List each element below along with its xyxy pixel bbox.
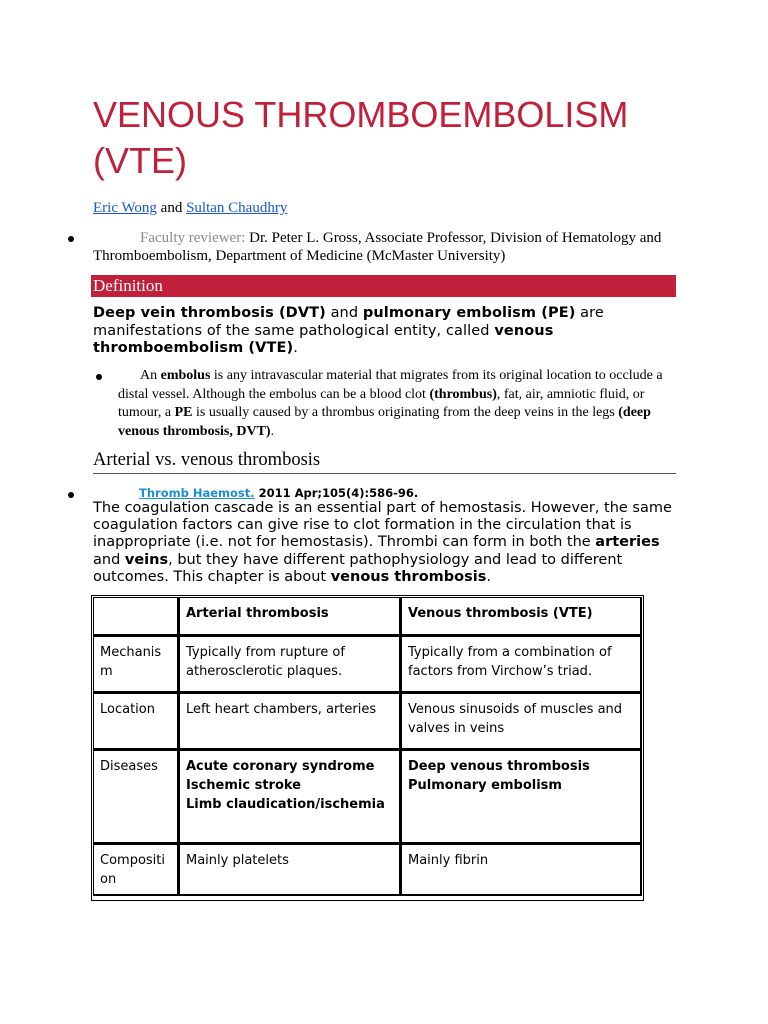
table-cell: Left heart chambers, arteries <box>179 693 401 750</box>
reference-details: 2011 Apr;105(4):586-96. <box>254 486 419 500</box>
embolus-text: . <box>270 423 275 439</box>
disease-item: Deep venous thrombosis <box>408 759 590 774</box>
coagulation-text: The coagulation cascade is an essential part of hemostasis. However, the same coagulation factors can give rise to clot formation in the circulation that is inappropriate (i.e. not for hemostasis). Thrombi can form in both the <box>93 500 672 551</box>
table-cell: Typically from a combination of factors from Virchow’s triad. <box>401 636 642 693</box>
coagulation-paragraph <box>93 500 683 586</box>
table-header-cell <box>93 597 179 636</box>
authors-and: and <box>160 200 183 216</box>
definition-text: are manifestations of the same pathological entity, called <box>93 305 604 339</box>
section-divider <box>93 473 676 474</box>
disease-item: Ischemic stroke <box>186 778 301 793</box>
table-cell <box>401 750 642 844</box>
dvt-term: (deep venous thrombosis, DVT) <box>118 405 651 439</box>
table-header-cell: Arterial thrombosis <box>179 597 401 636</box>
table-cell: Venous sinusoids of muscles and valves in veins <box>401 693 642 750</box>
author-link-sultan-chaudhry[interactable]: Sultan Chaudhry <box>186 200 288 216</box>
embolus-text: , fat, air, amniotic fluid, or tumour, a <box>118 386 645 420</box>
dvt-term: Deep vein thrombosis (DVT) <box>93 305 326 321</box>
reviewer-text: Dr. Peter L. Gross, Associate Professor, Division of Hematology and Thromboembolism, Department of Medicine (McMaster University) <box>93 230 662 264</box>
veins-term: veins <box>124 551 169 568</box>
embolus-text: is usually caused by a thrombus originating from the deep veins in the legs <box>192 405 619 420</box>
arteries-term: arteries <box>595 534 660 551</box>
bullet-icon <box>96 374 102 380</box>
disease-item: Pulmonary embolism <box>408 778 562 793</box>
definition-text: and <box>325 305 363 321</box>
table-row <box>93 750 642 844</box>
table-header-cell: Venous thrombosis (VTE) <box>401 597 642 636</box>
comparison-table <box>93 597 642 896</box>
coagulation-text: . <box>486 568 491 585</box>
table-row-label: Diseases <box>93 750 179 844</box>
embolus-text: An <box>140 368 161 383</box>
table-row-label: Location <box>93 693 179 750</box>
faculty-reviewer <box>93 229 683 265</box>
definition-text: . <box>293 340 298 356</box>
thrombus-term: (thrombus) <box>429 386 497 402</box>
author-link-eric-wong[interactable]: Eric Wong <box>93 200 157 216</box>
pe-term: PE <box>174 405 193 420</box>
coagulation-text: , but they have different pathophysiology and lead to different outcomes. This chapter is about <box>93 551 623 585</box>
reference-citation <box>139 486 418 500</box>
pe-term: pulmonary embolism (PE) <box>362 305 576 321</box>
reference-link[interactable]: Thromb Haemost. <box>139 486 255 500</box>
definition-paragraph <box>93 305 673 358</box>
coagulation-text: and <box>93 551 125 568</box>
table-row <box>93 636 642 693</box>
table-header-row <box>93 597 642 636</box>
embolus-text: is any intravascular material that migrates from its original location to occlude a distal vessel. Although the embolus can be a blood clot <box>118 368 663 402</box>
table-row-label: Mechanism <box>93 636 179 693</box>
table-cell <box>179 750 401 844</box>
table-cell: Mainly fibrin <box>401 844 642 896</box>
definition-heading: Definition <box>91 275 676 297</box>
authors-line <box>93 200 287 217</box>
table-row-label: Composition <box>93 844 179 896</box>
table-row <box>93 844 642 896</box>
embolus-term: embolus <box>160 368 211 383</box>
table-cell: Mainly platelets <box>179 844 401 896</box>
bullet-icon <box>68 236 74 242</box>
reviewer-label: Faculty reviewer: <box>140 230 246 246</box>
page-title: VENOUS THROMBOEMBOLISM (VTE) <box>93 94 629 181</box>
table-cell: Typically from rupture of atherosclerotic plaques. <box>179 636 401 693</box>
vte-term: venous thromboembolism (VTE) <box>93 322 554 356</box>
disease-item: Limb claudication/ischemia <box>186 797 385 812</box>
bullet-icon <box>68 492 74 498</box>
section-heading-arterial-venous: Arterial vs. venous thrombosis <box>93 450 321 470</box>
venous-thrombosis-term: venous thrombosis <box>330 568 487 585</box>
embolus-bullet <box>118 367 678 441</box>
table-row <box>93 693 642 750</box>
disease-item: Acute coronary syndrome <box>186 759 375 774</box>
